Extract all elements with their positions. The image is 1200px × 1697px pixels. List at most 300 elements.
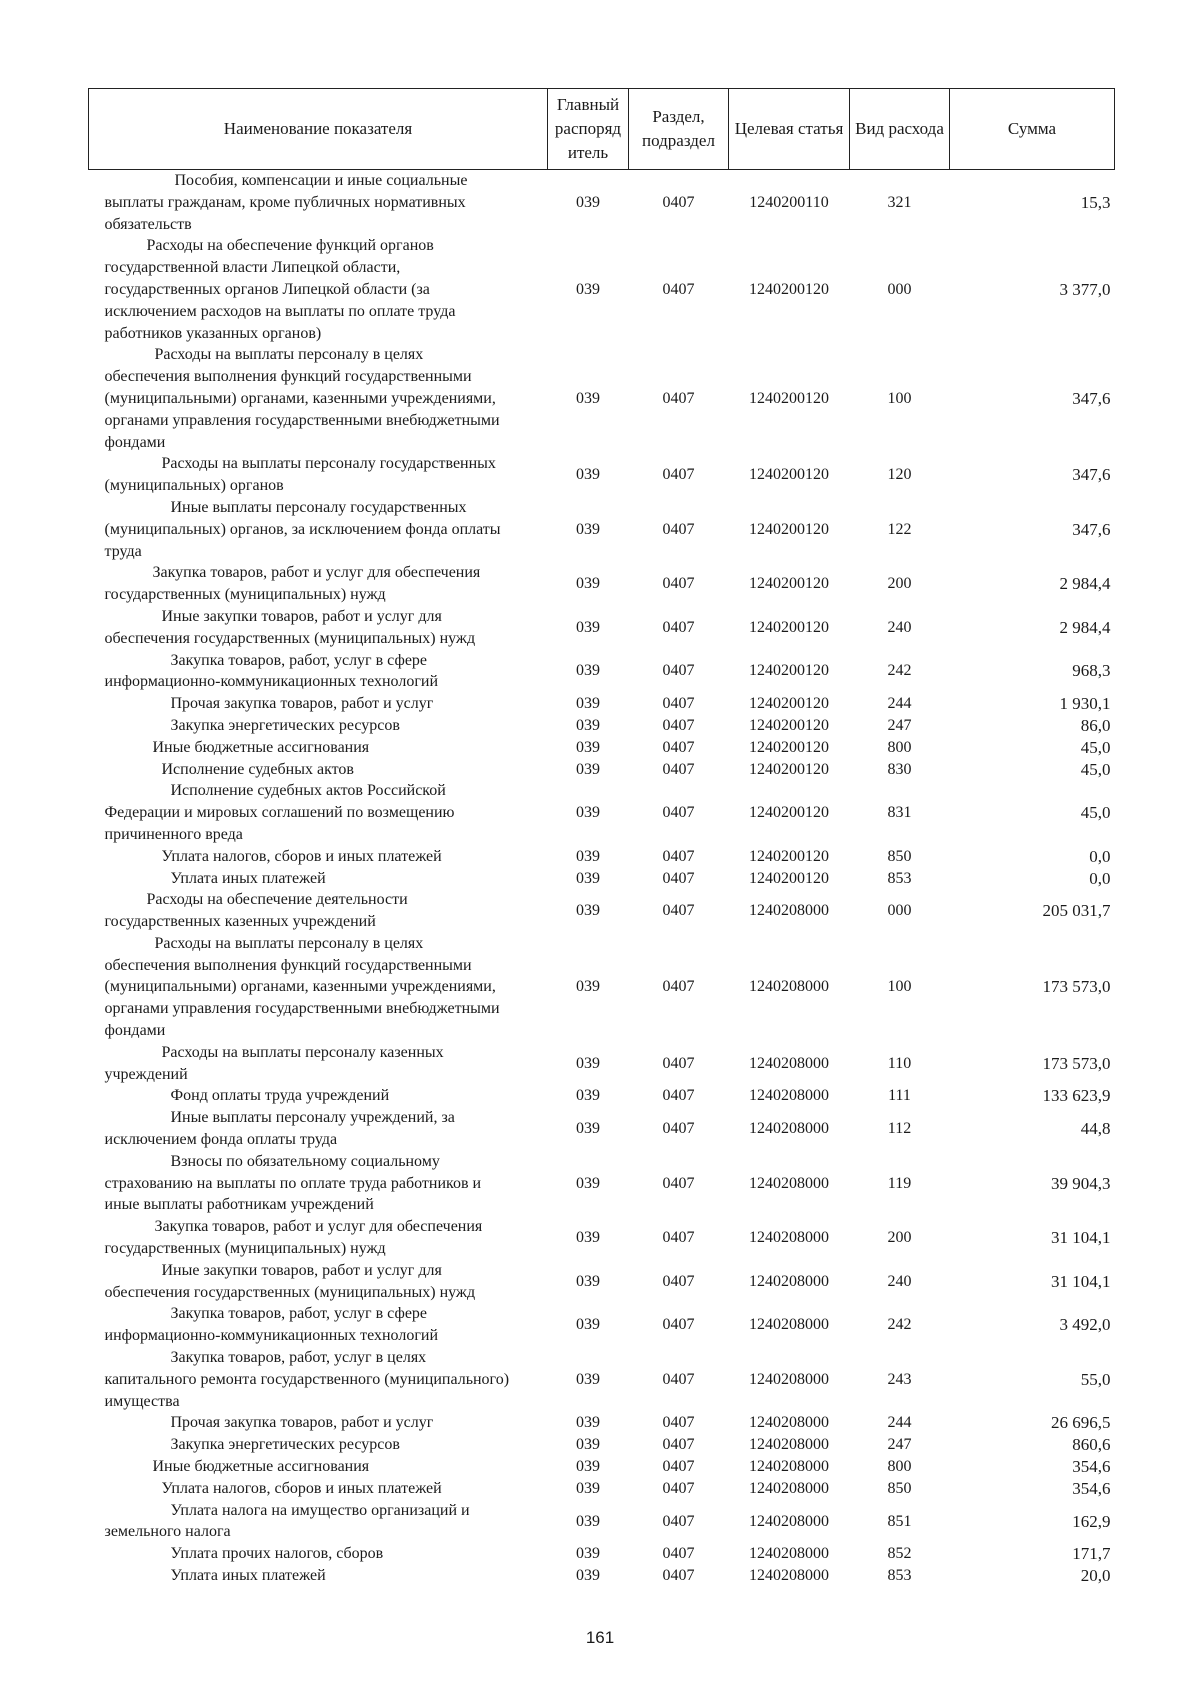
row-sum: 162,9 <box>1072 1511 1111 1531</box>
row-name-line: Закупка товаров, работ, услуг в целях <box>170 1349 427 1367</box>
row-name-line: обязательств <box>104 215 192 233</box>
document-page <box>88 88 1114 1587</box>
row-sum: 0,0 <box>1089 846 1111 866</box>
row-name-line: Иные выплаты персоналу учреждений, за <box>170 1109 455 1127</box>
budget-table <box>88 88 1115 1587</box>
row-section: 0407 <box>662 662 695 680</box>
row-name <box>89 1456 548 1478</box>
row-sum: 3 492,0 <box>1059 1315 1111 1335</box>
row-section: 0407 <box>662 804 695 822</box>
row-target: 1240200120 <box>749 520 829 538</box>
table-row <box>89 1478 1115 1500</box>
row-type: 200 <box>887 575 912 593</box>
row-target: 1240200120 <box>749 869 829 887</box>
table-row <box>89 1042 1115 1086</box>
row-target: 1240208000 <box>749 1545 829 1563</box>
row-admin: 039 <box>576 1316 600 1334</box>
row-name-line: (муниципальными) органами, казенными учреждениями, <box>104 389 496 407</box>
row-target: 1240200120 <box>749 280 829 298</box>
row-name-line: органами управления государственными внебюджетными <box>104 1000 500 1018</box>
table-row <box>89 868 1115 890</box>
row-type: 321 <box>887 193 912 211</box>
row-sum: 860,6 <box>1072 1435 1111 1455</box>
table-row <box>89 235 1115 344</box>
row-name <box>89 1543 548 1565</box>
row-admin: 039 <box>576 1414 600 1432</box>
table-row <box>89 1434 1115 1456</box>
row-type: 242 <box>887 662 912 680</box>
row-sum: 55,0 <box>1080 1369 1111 1389</box>
row-sum: 3 377,0 <box>1059 279 1111 299</box>
row-name-line: выплаты гражданам, кроме публичных нормативных <box>104 193 466 211</box>
header-sum: Сумма <box>950 89 1115 170</box>
row-target: 1240208000 <box>749 1054 829 1072</box>
row-name <box>89 1347 548 1412</box>
header-target: Целевая статья <box>729 89 850 170</box>
row-section: 0407 <box>662 1316 695 1334</box>
row-type: 112 <box>887 1120 912 1138</box>
row-name-line: Иные бюджетные ассигнования <box>152 1458 370 1476</box>
row-type: 240 <box>887 618 912 636</box>
row-name-line: государственных органов Липецкой области (за <box>104 280 430 298</box>
row-name-line: Расходы на обеспечение функций органов <box>146 237 434 255</box>
row-admin: 039 <box>576 1054 600 1072</box>
row-target: 1240208000 <box>749 1272 829 1290</box>
row-sum: 171,7 <box>1072 1544 1111 1564</box>
row-section: 0407 <box>662 1567 695 1584</box>
row-name-line: фондами <box>104 433 166 451</box>
row-name-line: обеспечения выполнения функций государственными <box>104 368 472 386</box>
row-type: 853 <box>887 869 912 887</box>
row-name-line: Уплата иных платежей <box>170 869 326 887</box>
row-type: 120 <box>887 466 912 484</box>
row-name-line: информационно-коммуникационных технологий <box>104 1327 439 1345</box>
row-name <box>89 759 548 781</box>
row-target: 1240208000 <box>749 1479 829 1497</box>
row-type: 000 <box>887 902 912 920</box>
row-admin: 039 <box>576 1545 600 1563</box>
row-target: 1240208000 <box>749 1316 829 1334</box>
row-target: 1240200120 <box>749 738 829 756</box>
row-sum: 968,3 <box>1072 661 1111 681</box>
row-section: 0407 <box>662 1458 695 1476</box>
row-name <box>89 737 548 759</box>
row-section: 0407 <box>662 575 695 593</box>
row-name <box>89 650 548 694</box>
row-name <box>89 1434 548 1456</box>
table-row <box>89 1412 1115 1434</box>
table-body <box>89 170 1115 1587</box>
row-sum: 347,6 <box>1072 388 1111 408</box>
row-name <box>89 889 548 933</box>
row-type: 247 <box>887 1436 912 1454</box>
row-sum: 1 930,1 <box>1059 694 1111 714</box>
row-sum: 2 984,4 <box>1059 574 1111 594</box>
row-section: 0407 <box>662 1229 695 1247</box>
row-admin: 039 <box>576 520 600 538</box>
row-name <box>89 715 548 737</box>
row-type: 800 <box>887 1458 912 1476</box>
row-admin: 039 <box>576 1436 600 1454</box>
row-name-line: Уплата налогов, сборов и иных платежей <box>161 847 442 865</box>
row-type: 831 <box>887 804 912 822</box>
row-name-line: Закупка энергетических ресурсов <box>170 716 400 734</box>
row-name-line: Исполнение судебных актов <box>161 760 354 778</box>
row-admin: 039 <box>576 280 600 298</box>
row-target: 1240208000 <box>749 1174 829 1192</box>
row-name <box>89 1412 548 1434</box>
row-name-line: Расходы на выплаты персоналу государственных <box>161 455 496 473</box>
row-admin: 039 <box>576 1120 600 1138</box>
row-name <box>89 562 548 606</box>
table-row <box>89 562 1115 606</box>
row-target: 1240208000 <box>749 1120 829 1138</box>
row-name-line: фондами <box>104 1022 166 1040</box>
row-sum: 31 104,1 <box>1051 1228 1111 1248</box>
row-admin: 039 <box>576 1370 600 1388</box>
row-section: 0407 <box>662 1436 695 1454</box>
row-name <box>89 1478 548 1500</box>
row-name-line: имущества <box>104 1392 180 1410</box>
row-admin: 039 <box>576 1174 600 1192</box>
row-name-line: органами управления государственными внебюджетными <box>104 411 500 429</box>
table-row <box>89 1303 1115 1347</box>
row-name-line: Исполнение судебных актов Российской <box>170 782 446 800</box>
row-name <box>89 453 548 497</box>
row-name-line: капитального ремонта государственного (муниципального) <box>104 1370 510 1388</box>
row-name-line: земельного налога <box>104 1523 231 1541</box>
row-name-line: Взносы по обязательному социальному <box>170 1152 440 1170</box>
row-admin: 039 <box>576 1087 600 1105</box>
row-name <box>89 933 548 1042</box>
row-name-line: обеспечения государственных (муниципальных) нужд <box>104 629 476 647</box>
row-admin: 039 <box>576 902 600 920</box>
row-section: 0407 <box>662 389 695 407</box>
row-target: 1240208000 <box>749 1229 829 1247</box>
row-admin: 039 <box>576 847 600 865</box>
row-name <box>89 846 548 868</box>
row-section: 0407 <box>662 618 695 636</box>
row-target: 1240208000 <box>749 1567 829 1584</box>
row-name <box>89 1085 548 1107</box>
row-name <box>89 780 548 845</box>
row-admin: 039 <box>576 662 600 680</box>
table-row <box>89 889 1115 933</box>
row-admin: 039 <box>576 618 600 636</box>
table-row <box>89 453 1115 497</box>
row-type: 850 <box>887 1479 912 1497</box>
row-name-line: Фонд оплаты труда учреждений <box>170 1087 390 1105</box>
row-type: 242 <box>887 1316 912 1334</box>
row-name-line: Закупка энергетических ресурсов <box>170 1436 400 1454</box>
row-name-line: Расходы на выплаты персоналу в целях <box>154 934 424 952</box>
row-name <box>89 1500 548 1544</box>
row-admin: 039 <box>576 466 600 484</box>
row-admin: 039 <box>576 869 600 887</box>
row-name-line: Иные закупки товаров, работ и услуг для <box>161 1261 442 1279</box>
row-name-line: государственных казенных учреждений <box>104 913 376 931</box>
table-row <box>89 1216 1115 1260</box>
table-row <box>89 1500 1115 1544</box>
table-row <box>89 933 1115 1042</box>
row-type: 200 <box>887 1229 912 1247</box>
row-target: 1240200120 <box>749 716 829 734</box>
row-sum: 45,0 <box>1080 759 1111 779</box>
row-name-line: причиненного вреда <box>104 825 243 843</box>
row-type: 000 <box>887 280 912 298</box>
row-name <box>89 1216 548 1260</box>
row-name-line: государственных (муниципальных) нужд <box>104 1240 386 1258</box>
table-row <box>89 759 1115 781</box>
row-sum: 45,0 <box>1080 803 1111 823</box>
row-section: 0407 <box>662 847 695 865</box>
row-name-line: Иные бюджетные ассигнования <box>152 738 370 756</box>
row-type: 119 <box>887 1174 912 1192</box>
row-target: 1240208000 <box>749 1087 829 1105</box>
row-section: 0407 <box>662 760 695 778</box>
row-admin: 039 <box>576 389 600 407</box>
row-type: 240 <box>887 1272 912 1290</box>
row-sum: 173 573,0 <box>1042 977 1111 997</box>
row-target: 1240200110 <box>749 193 829 211</box>
table-row <box>89 497 1115 562</box>
table-row <box>89 1456 1115 1478</box>
row-section: 0407 <box>662 466 695 484</box>
row-section: 0407 <box>662 1087 695 1105</box>
table-row <box>89 1107 1115 1151</box>
row-name-line: Закупка товаров, работ и услуг для обеспечения <box>152 564 481 582</box>
row-admin: 039 <box>576 738 600 756</box>
row-name <box>89 868 548 890</box>
row-target: 1240208000 <box>749 1414 829 1432</box>
row-target: 1240200120 <box>749 804 829 822</box>
row-sum: 347,6 <box>1072 519 1111 539</box>
row-admin: 039 <box>576 804 600 822</box>
row-target: 1240208000 <box>749 1436 829 1454</box>
row-name-line: учреждений <box>104 1065 188 1083</box>
row-sum: 86,0 <box>1080 715 1111 735</box>
row-name-line: Прочая закупка товаров, работ и услуг <box>170 695 434 713</box>
row-name-line: Закупка товаров, работ, услуг в сфере <box>170 651 428 669</box>
row-name-line: Иные выплаты персоналу государственных <box>170 498 467 516</box>
header-section: Раздел, подраздел <box>629 89 729 170</box>
row-sum: 44,8 <box>1080 1119 1111 1139</box>
table-row <box>89 1151 1115 1216</box>
table-row <box>89 715 1115 737</box>
row-type: 243 <box>887 1370 912 1388</box>
table-row <box>89 693 1115 715</box>
row-type: 244 <box>887 1414 912 1432</box>
row-section: 0407 <box>662 1174 695 1192</box>
row-name-line: Прочая закупка товаров, работ и услуг <box>170 1414 434 1432</box>
row-name <box>89 693 548 715</box>
row-name-line: Федерации и мировых соглашений по возмещению <box>104 804 455 822</box>
row-name <box>89 497 548 562</box>
row-sum: 26 696,5 <box>1051 1413 1111 1433</box>
row-type: 247 <box>887 716 912 734</box>
row-type: 851 <box>887 1512 912 1530</box>
row-type: 800 <box>887 738 912 756</box>
table-row <box>89 846 1115 868</box>
row-name-line: Уплата налога на имущество организаций и <box>170 1501 470 1519</box>
table-row <box>89 737 1115 759</box>
row-sum: 45,0 <box>1080 737 1111 757</box>
row-target: 1240200120 <box>749 389 829 407</box>
row-name-line: Закупка товаров, работ, услуг в сфере <box>170 1305 428 1323</box>
row-section: 0407 <box>662 193 695 211</box>
row-type: 100 <box>887 978 912 996</box>
row-type: 100 <box>887 389 912 407</box>
row-admin: 039 <box>576 760 600 778</box>
table-row <box>89 1260 1115 1304</box>
row-sum: 15,3 <box>1080 192 1111 212</box>
row-target: 1240208000 <box>749 1370 829 1388</box>
row-section: 0407 <box>662 902 695 920</box>
header-name: Наименование показателя <box>89 89 548 170</box>
row-type: 110 <box>887 1054 912 1072</box>
row-target: 1240200120 <box>749 760 829 778</box>
row-name-line: (муниципальных) органов, за исключением фонда оплаты <box>104 520 501 538</box>
row-sum: 2 984,4 <box>1059 617 1111 637</box>
row-sum: 0,0 <box>1089 868 1111 888</box>
row-name-line: страхованию на выплаты по оплате труда работников и <box>104 1174 482 1192</box>
row-target: 1240208000 <box>749 978 829 996</box>
row-sum: 354,6 <box>1072 1457 1111 1477</box>
row-name-line: Расходы на обеспечение деятельности <box>146 891 408 909</box>
row-target: 1240208000 <box>749 1512 829 1530</box>
row-name-line: Расходы на выплаты персоналу казенных <box>161 1043 444 1061</box>
header-type: Вид расхода <box>850 89 950 170</box>
row-section: 0407 <box>662 738 695 756</box>
row-target: 1240200120 <box>749 466 829 484</box>
row-section: 0407 <box>662 978 695 996</box>
row-sum: 205 031,7 <box>1042 901 1111 921</box>
row-type: 850 <box>887 847 912 865</box>
row-type: 122 <box>887 520 912 538</box>
row-name <box>89 1107 548 1151</box>
row-name-line: обеспечения выполнения функций государственными <box>104 956 472 974</box>
row-admin: 039 <box>576 1458 600 1476</box>
table-row <box>89 780 1115 845</box>
row-target: 1240200120 <box>749 847 829 865</box>
row-name <box>89 1042 548 1086</box>
row-type: 830 <box>887 760 912 778</box>
row-section: 0407 <box>662 1479 695 1497</box>
row-name <box>89 1260 548 1304</box>
row-name-line: Закупка товаров, работ и услуг для обеспечения <box>154 1218 483 1236</box>
table-row <box>89 1543 1115 1565</box>
header-admin: Главный распоряд итель <box>548 89 629 170</box>
row-name <box>89 170 548 236</box>
row-name <box>89 606 548 650</box>
row-section: 0407 <box>662 869 695 887</box>
row-sum: 354,6 <box>1072 1478 1111 1498</box>
row-admin: 039 <box>576 1272 600 1290</box>
row-admin: 039 <box>576 978 600 996</box>
row-sum: 173 573,0 <box>1042 1053 1111 1073</box>
row-name-line: Иные закупки товаров, работ и услуг для <box>161 607 442 625</box>
row-name <box>89 1565 548 1587</box>
row-section: 0407 <box>662 1545 695 1563</box>
row-name-line: Уплата иных платежей <box>170 1567 326 1584</box>
row-name-line: (муниципальных) органов <box>104 477 284 495</box>
row-name-line: труда <box>104 542 142 560</box>
row-section: 0407 <box>662 1512 695 1530</box>
page-number: 161 <box>585 1628 615 1647</box>
row-target: 1240200120 <box>749 695 829 713</box>
row-section: 0407 <box>662 1272 695 1290</box>
table-row <box>89 650 1115 694</box>
row-section: 0407 <box>662 695 695 713</box>
row-name-line: Уплата прочих налогов, сборов <box>170 1545 384 1563</box>
row-section: 0407 <box>662 716 695 734</box>
row-admin: 039 <box>576 716 600 734</box>
row-section: 0407 <box>662 520 695 538</box>
row-name <box>89 344 548 453</box>
row-section: 0407 <box>662 280 695 298</box>
row-admin: 039 <box>576 1229 600 1247</box>
row-type: 852 <box>887 1545 912 1563</box>
table-row <box>89 1347 1115 1412</box>
row-admin: 039 <box>576 193 600 211</box>
row-type: 244 <box>887 695 912 713</box>
table-row <box>89 170 1115 236</box>
row-name <box>89 235 548 344</box>
row-admin: 039 <box>576 1512 600 1530</box>
row-name <box>89 1303 548 1347</box>
table-header-row <box>89 89 1115 170</box>
row-target: 1240208000 <box>749 902 829 920</box>
row-section: 0407 <box>662 1370 695 1388</box>
row-target: 1240200120 <box>749 618 829 636</box>
row-admin: 039 <box>576 1567 600 1584</box>
row-sum: 347,6 <box>1072 465 1111 485</box>
row-type: 853 <box>887 1567 912 1584</box>
row-sum: 31 104,1 <box>1051 1271 1111 1291</box>
row-name-line: Расходы на выплаты персоналу в целях <box>154 346 424 364</box>
table-row <box>89 606 1115 650</box>
row-target: 1240200120 <box>749 662 829 680</box>
row-name <box>89 1151 548 1216</box>
table-row <box>89 344 1115 453</box>
table-row <box>89 1565 1115 1587</box>
row-section: 0407 <box>662 1120 695 1138</box>
table-row <box>89 1085 1115 1107</box>
row-admin: 039 <box>576 575 600 593</box>
row-admin: 039 <box>576 1479 600 1497</box>
row-target: 1240200120 <box>749 575 829 593</box>
row-sum: 20,0 <box>1080 1566 1111 1585</box>
row-name-line: исключением расходов на выплаты по оплате труда <box>104 302 456 320</box>
row-name-line: Уплата налогов, сборов и иных платежей <box>161 1479 442 1497</box>
row-name-line: иные выплаты работникам учреждений <box>104 1196 374 1214</box>
row-name-line: государственной власти Липецкой области, <box>104 259 401 277</box>
row-name-line: государственных (муниципальных) нужд <box>104 586 386 604</box>
row-name-line: работников указанных органов) <box>104 324 322 342</box>
row-name-line: исключением фонда оплаты труда <box>104 1131 338 1149</box>
row-name-line: Пособия, компенсации и иные социальные <box>174 172 468 189</box>
row-name-line: информационно-коммуникационных технологий <box>104 673 439 691</box>
row-name-line: (муниципальными) органами, казенными учреждениями, <box>104 978 496 996</box>
row-sum: 39 904,3 <box>1051 1173 1111 1193</box>
row-admin: 039 <box>576 695 600 713</box>
row-name-line: обеспечения государственных (муниципальных) нужд <box>104 1283 476 1301</box>
row-target: 1240208000 <box>749 1458 829 1476</box>
row-section: 0407 <box>662 1414 695 1432</box>
row-sum: 133 623,9 <box>1042 1086 1111 1106</box>
row-type: 111 <box>888 1087 911 1105</box>
row-section: 0407 <box>662 1054 695 1072</box>
